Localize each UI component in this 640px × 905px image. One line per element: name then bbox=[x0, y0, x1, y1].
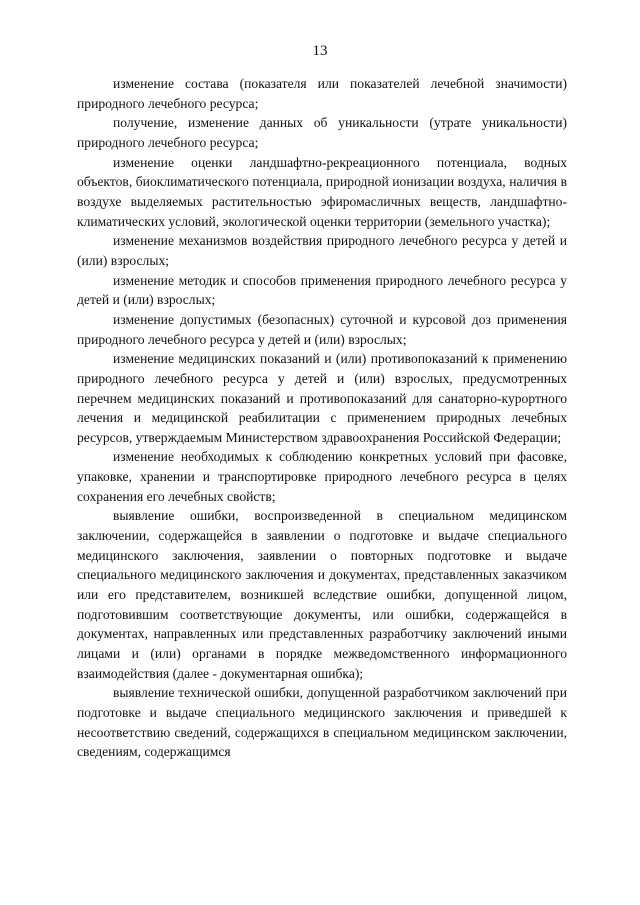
paragraph-packaging-conditions-change: изменение необходимых к соблюдению конкретных условий при фасовке, упаковке, хранении и транспортировке природного лечебного ресурса в целях сохранения его лечебных свойств; bbox=[77, 449, 567, 504]
paragraph-landscape-assessment-change: изменение оценки ландшафтно-рекреационного потенциала, водных объектов, биоклиматического потенциала, природной ионизации воздуха, наличия в воздухе выделяемых растительностью эфиромасличных веществ, ландшафтно-климатических условий, экологической оценки территории (земельного участка); bbox=[77, 154, 567, 229]
paragraph-uniqueness-change: получение, изменение данных об уникальности (утрате уникальности) природного лечебного ресурса; bbox=[77, 115, 567, 150]
paragraph-composition-change: изменение состава (показателя или показателей лечебной значимости) природного лечебного ресурса; bbox=[77, 76, 567, 111]
paragraph-mechanisms-change: изменение механизмов воздействия природного лечебного ресурса у детей и (или) взрослых; bbox=[77, 233, 567, 268]
page-number: 13 bbox=[312, 43, 328, 59]
document-body bbox=[77, 74, 567, 762]
paragraph-documentary-error: выявление ошибки, воспроизведенной в специальном медицинском заключении, содержащейся в заявлении о подготовке и выдаче специального медицинского заключения, заявлении о повторных подготовке и выдаче специального медицинского заключения и документах, представленных заказчиком или его представителем, возникшей вследствие ошибки, допущенной лицом, подготовившим соответствующие документы, или ошибки, содержащейся в документах, направленных или представленных разработчику заключений иными лицами и (или) органами в порядке межведомственного информационного взаимодействия (далее - документарная ошибка); bbox=[77, 508, 567, 681]
paragraph-technical-error: выявление технической ошибки, допущенной разработчиком заключений при подготовке и выдаче специального медицинского заключения и приведшей к несоответствию сведений, содержащихся в специальном медицинском заключении, сведениям, содержащимся bbox=[77, 685, 567, 760]
paragraph-methods-change: изменение методик и способов применения природного лечебного ресурса у детей и (или) взрослых; bbox=[77, 272, 567, 308]
paragraph-doses-change: изменение допустимых (безопасных) суточной и курсовой доз применения природного лечебного ресурса у детей и (или) взрослых; bbox=[77, 311, 567, 347]
paragraph-indications-change: изменение медицинских показаний и (или) противопоказаний к применению природного лечебного ресурса у детей и (или) взрослых, предусмотренных перечнем медицинских показаний и противопоказаний для санаторно-курортного лечения и медицинской реабилитации с применением природных лечебных ресурсов, утверждаемым Министерством здравоохранения Российской Федерации; bbox=[77, 351, 567, 445]
